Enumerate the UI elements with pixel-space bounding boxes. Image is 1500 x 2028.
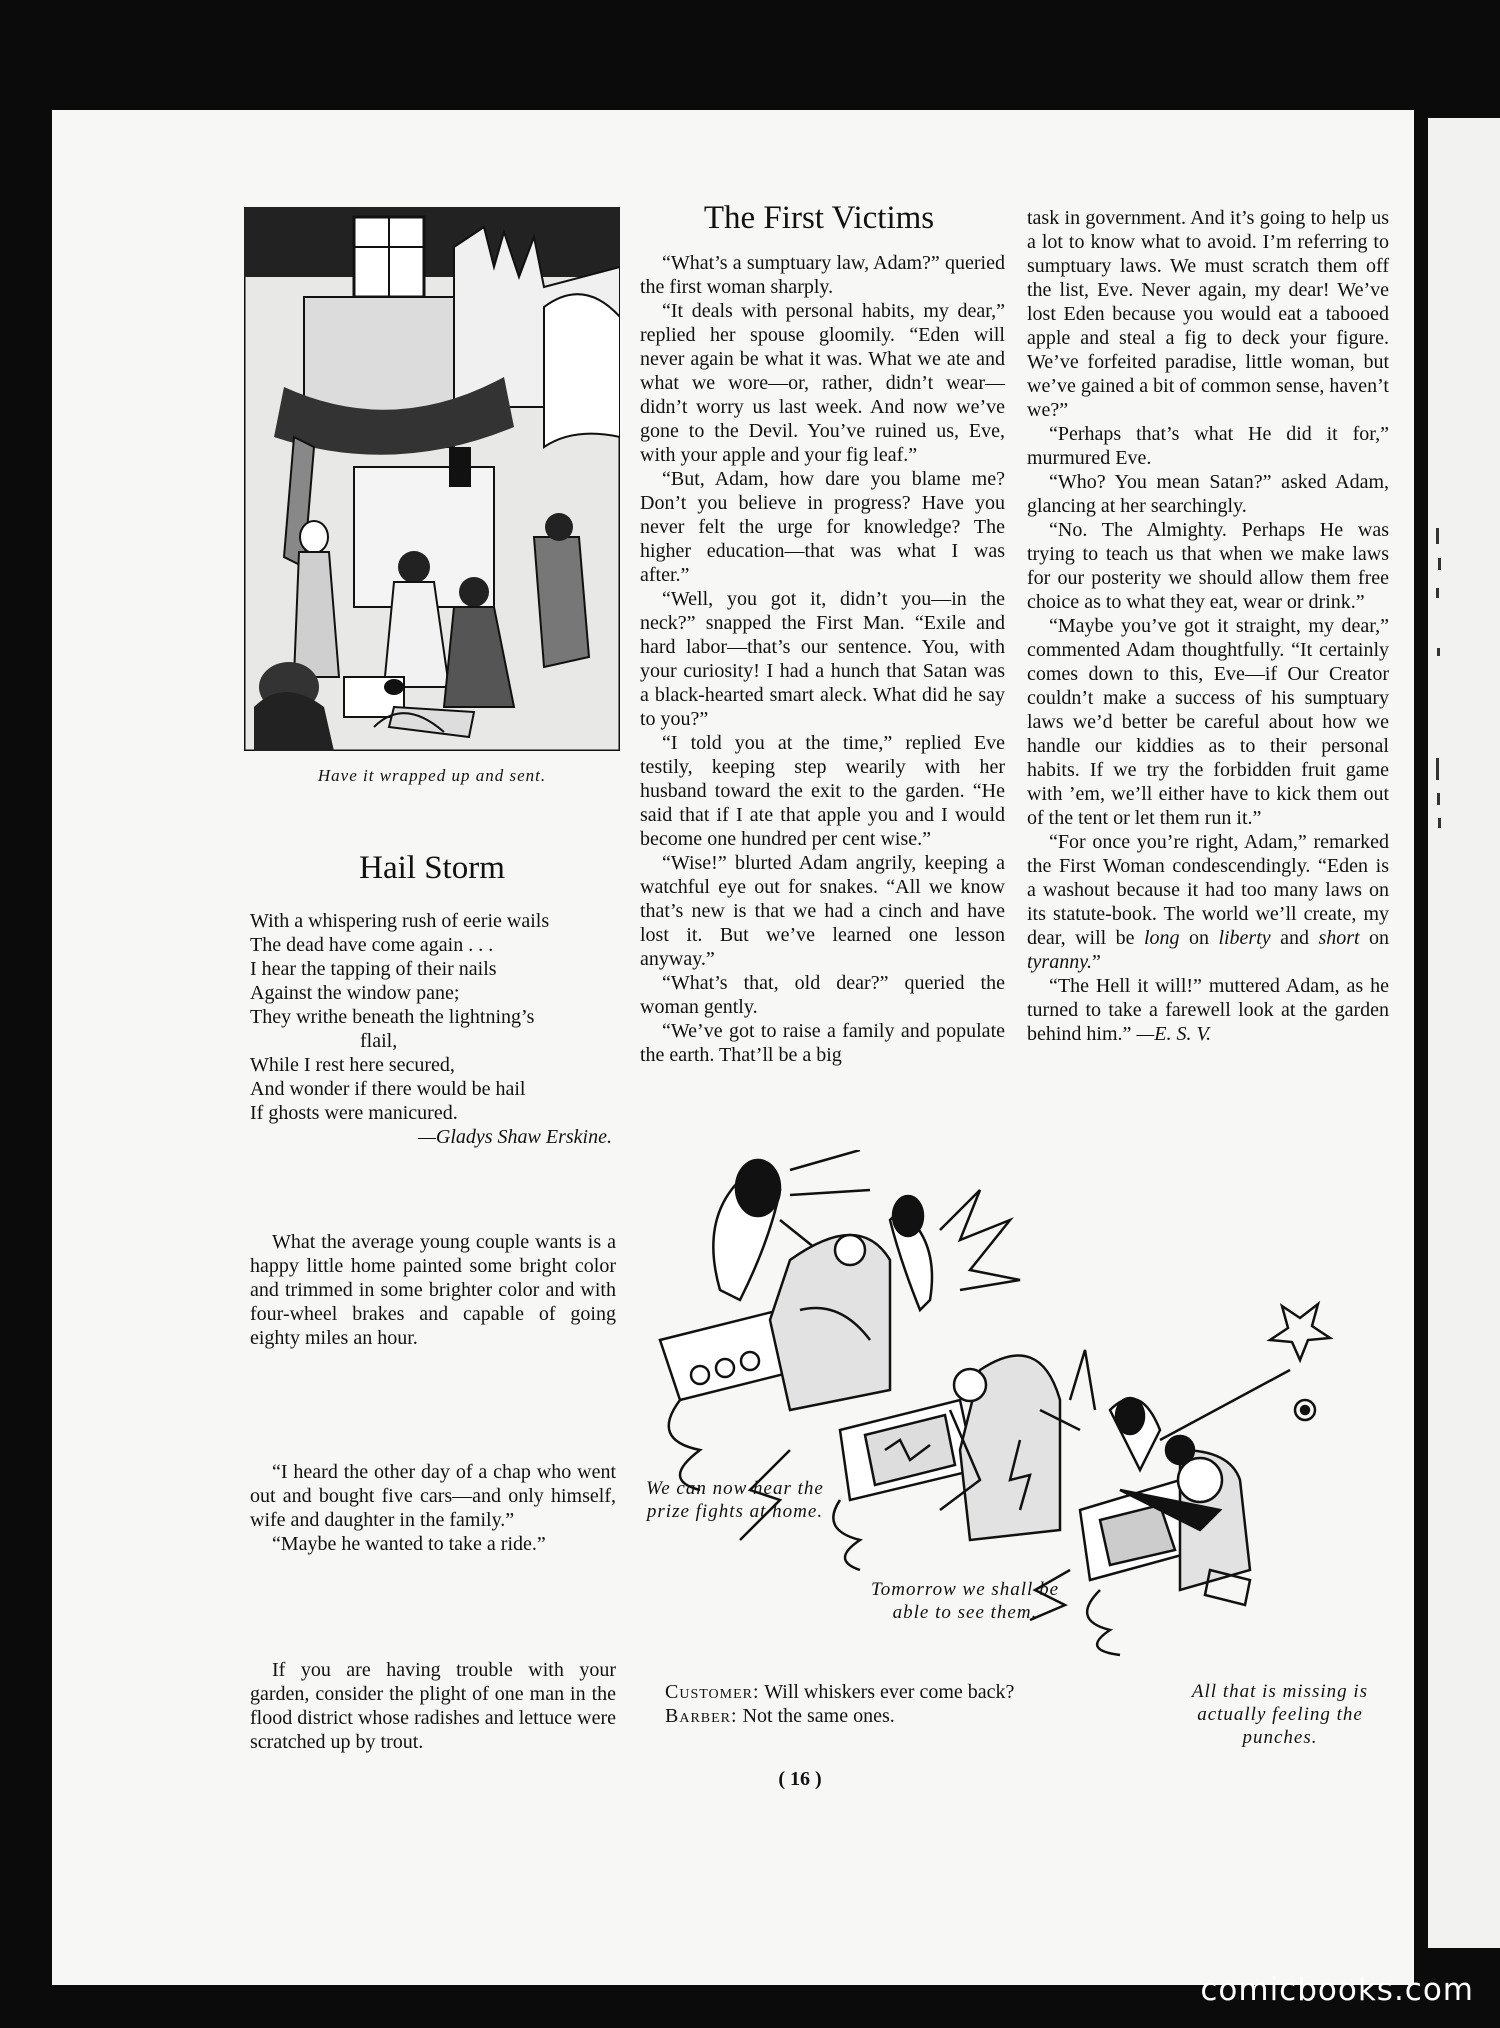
cartoon-caption-1: We can now hear the prize fights at home. [646,1478,824,1522]
cartoon-caption-3: All that is missing is actually feeling the punches. [1191,1681,1369,1748]
speaker-label: Customer: [665,1681,760,1703]
story-paragraph [1027,830,1389,974]
illustration-caption: Have it wrapped up and sent. [317,766,547,785]
story-paragraph: “Perhaps that’s what He did it for,” murmured Eve. [1027,423,1389,469]
story-paragraph: “Who? You mean Satan?” asked Adam, glancing at her searchingly. [1027,471,1389,517]
poem-author: —Gladys Shaw Erskine. [418,1126,612,1148]
story-title: The First Victims [703,200,935,236]
speaker-label: Barber: [665,1705,738,1727]
story-emphasis: liberty [1218,927,1271,949]
poem-line: And wonder if there would be hail [250,1078,526,1100]
joke-five-cars [250,1460,616,1556]
story-paragraph: “Well, you got it, didn’t you—in the neck?” snapped the First Man. “Exile and hard labor—that’s our sentence. You, with your curiosity! I had a hunch that Satan was a black-hearted smart aleck. What did he say to you?” [640,588,1005,730]
story-paragraph: “What’s that, old dear?” queried the woman gently. [640,972,1005,1018]
barber-customer-line [645,1680,1015,1704]
story-paragraph: “But, Adam, how dare you blame me? Don’t you believe in progress? Have you never felt the urge for knowledge? The higher education—that was what I was after.” [640,468,1005,586]
adjacent-page-edge [1428,118,1500,1948]
joke-text: “Maybe he wanted to take a ride.” [272,1533,546,1555]
poem-line: The dead have come again . . . [250,934,494,956]
poem-line: I hear the tapping of their nails [250,958,497,980]
joke-young-couple [250,1230,616,1350]
story-paragraph: “It deals with personal habits, my dear,” replied her spouse gloomily. “Eden will never again be what it was. What we ate and what we wore—or, rather, didn’t wear—didn’t worry us last week. And now we’ve gone to the Devil. You’ve ruined us, Eve, with your apple and your fig leaf.” [640,300,1005,466]
barber-barber-line [645,1704,1015,1728]
joke-text: If you are having trouble with your garden, consider the plight of one man in the flood district whose radishes and lettuce were scratched up by trout. [250,1659,616,1753]
page-number: ( 16 ) [778,1768,822,1790]
watermark: comicbooks.com [1200,1972,1474,2008]
story-emphasis: short [1318,927,1360,949]
street-scene-illustration [244,207,620,751]
poem-title: Hail Storm [359,850,505,886]
poem-line: If ghosts were manicured. [250,1102,458,1124]
story-emphasis: long [1143,927,1180,949]
story-text: on [1179,927,1219,949]
poem-line: flail, [360,1030,398,1052]
story-paragraph: “No. The Almighty. Perhaps He was trying to teach us that when we make laws for our posterity we should allow them free choice as to what they eat, wear or drink.” [1027,519,1389,613]
story-text: ” [1092,951,1101,973]
cartoon-caption-2: Tomorrow we shall be able to see them. [870,1579,1060,1623]
story-column-1 [640,251,1005,1067]
story-paragraph [1027,974,1389,1046]
poem-line: With a whispering rush of eerie wails [250,910,550,932]
story-paragraph: “We’ve got to raise a family and populate the earth. That’ll be a big [640,1020,1005,1066]
story-paragraph: “What’s a sumptuary law, Adam?” queried the first woman sharply. [640,252,1005,298]
poem-line: Against the window pane; [250,982,460,1004]
story-text: on [1359,927,1390,949]
joke-text: What the average young couple wants is a happy little home painted some bright color and trimmed in some brighter color and with four-wheel brakes and capable of going eighty miles an hour. [250,1231,616,1349]
story-paragraph: “Maybe you’ve got it straight, my dear,” commented Adam thoughtfully. “It certainly comes down to this, Eve—if Our Creator couldn’t make a success of his sumptuary laws we’d better be careful about how we handle our kiddies as to their personal habits. If we try the forbidden fruit game with ’em, we’ll either have to kick them out of the tent or let them run it.” [1027,615,1389,829]
poem-line: While I rest here secured, [250,1054,455,1076]
dialogue-text: Not the same ones. [742,1705,895,1727]
joke-garden-trout [250,1658,616,1754]
story-paragraph: “I told you at the time,” replied Eve testily, keeping step wearily with her husband toward the exit to the garden. “He said that if I ate that apple you and I would become one hundred per cent wise.” [640,732,1005,850]
dialogue-text: Will whiskers ever come back? [764,1681,1015,1703]
story-signature: —E. S. V. [1136,1023,1212,1045]
joke-text: “I heard the other day of a chap who went out and bought five cars—and only himself, wife and daughter in the family.” [250,1461,616,1531]
story-paragraph: “Wise!” blurted Adam angrily, keeping a watchful eye out for snakes. “All we know that’s new is that we had a cinch and have lost it. But we’ve learned one lesson anyway.” [640,852,1005,970]
barber-joke [645,1680,1015,1728]
poem-body [250,909,622,1149]
story-text: “The Hell it will!” muttered Adam, as he turned to take a farewell look at the garden behind him.” [1027,975,1389,1045]
story-text: and [1270,927,1319,949]
story-emphasis: tyranny. [1027,951,1092,973]
poem-line: They writhe beneath the lightning’s [250,1006,535,1028]
story-text: “For once you’re right, Adam,” remarked the First Woman condescendingly. “Eden is a washout because it had too many laws on its statute-book. The world we’ll create, my dear, will be [1027,831,1389,949]
story-column-2 [1027,206,1389,1046]
story-paragraph: task in government. And it’s going to help us a lot to know what to avoid. I’m referring to sumptuary laws. We must scratch them off the list, Eve. Never again, my dear! We’ve lost Eden because you would eat a tabooed apple and steal a fig to deck your figure. We’ve forfeited paradise, little woman, but we’ve gained a bit of common sense, haven’t we?” [1027,207,1389,421]
